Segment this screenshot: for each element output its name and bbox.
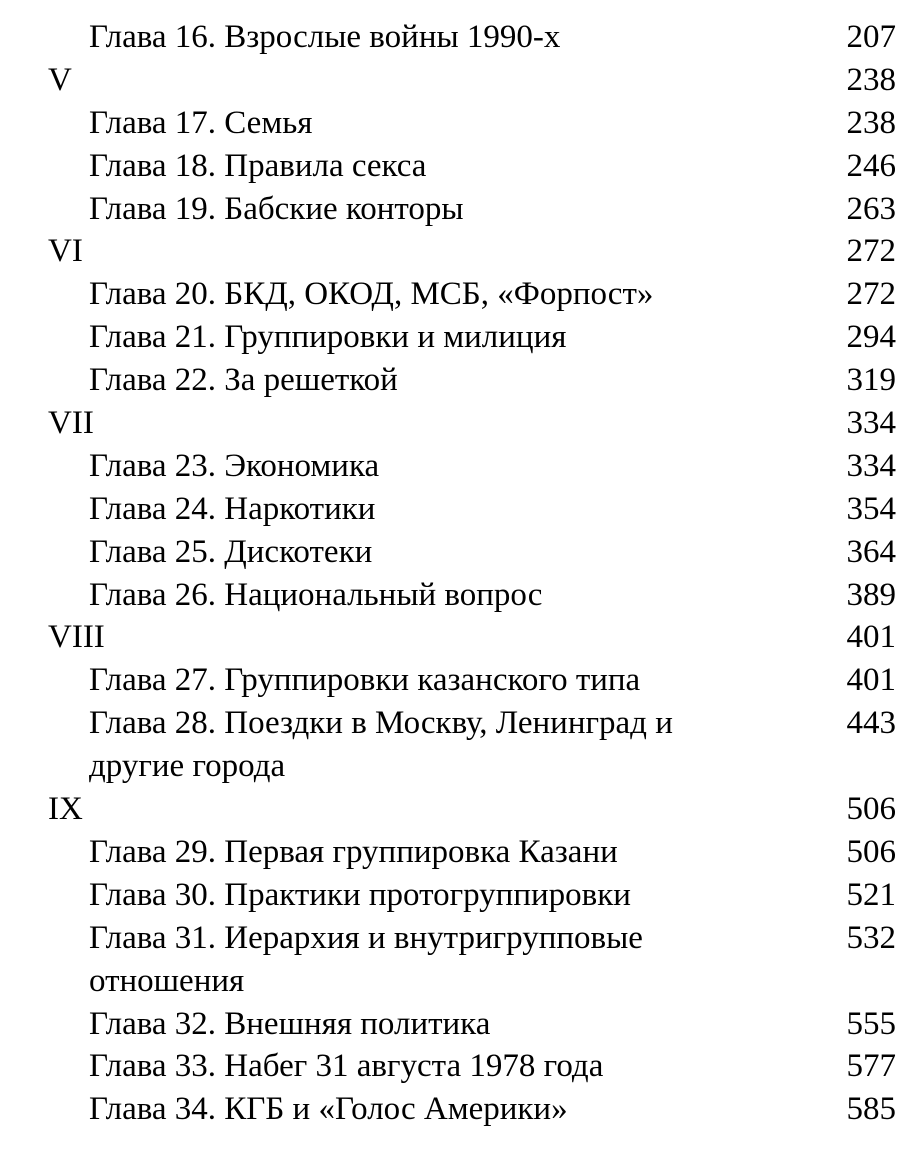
toc-page-number: 443 <box>846 705 896 742</box>
toc-title-line: Глава 17. Семья <box>89 104 313 141</box>
toc-page-number: 272 <box>846 233 896 270</box>
toc-page-number: 401 <box>846 662 896 699</box>
toc-chapter-row <box>0 16 906 59</box>
toc-chapter-row <box>0 1088 906 1131</box>
toc-page-number: 294 <box>846 319 896 356</box>
toc-page-number: 334 <box>846 447 896 484</box>
toc-chapter-row <box>0 831 906 874</box>
toc-title-line: отношения <box>89 962 245 999</box>
toc-page-number: 506 <box>846 833 896 870</box>
toc-chapter-title <box>89 145 426 188</box>
toc-title-line: Глава 29. Первая группировка Казани <box>89 833 618 870</box>
toc-part-title <box>48 402 94 445</box>
toc-chapter-row <box>0 702 906 788</box>
toc-page-number: 389 <box>846 576 896 613</box>
toc-part-row <box>0 59 906 102</box>
toc-title-line: Глава 21. Группировки и милиция <box>89 319 567 356</box>
toc-title-line: V <box>48 61 72 98</box>
toc-title-line: Глава 32. Внешняя политика <box>89 1005 491 1042</box>
toc-part-row <box>0 402 906 445</box>
toc-chapter-row <box>0 917 906 1003</box>
toc-page-number: 585 <box>846 1091 896 1128</box>
toc-page-number: 263 <box>846 190 896 227</box>
toc-chapter-row <box>0 445 906 488</box>
toc-page-number: 555 <box>846 1005 896 1042</box>
toc-chapter-title <box>89 1045 603 1088</box>
toc-title-line: Глава 33. Набег 31 августа 1978 года <box>89 1048 604 1085</box>
toc-chapter-row <box>0 102 906 145</box>
toc-page-number: 238 <box>846 104 896 141</box>
toc-chapter-title <box>89 316 566 359</box>
toc-chapter-row <box>0 188 906 231</box>
toc-part-title <box>48 788 83 831</box>
toc-chapter-row <box>0 1003 906 1046</box>
toc-chapter-row <box>0 273 906 316</box>
toc-page-number: 577 <box>846 1048 896 1085</box>
toc-title-line: Глава 34. КГБ и «Голос Америки» <box>89 1091 568 1128</box>
toc-title-line: другие города <box>89 748 286 785</box>
toc-part-row <box>0 230 906 273</box>
toc-part-title <box>48 616 105 659</box>
toc-chapter-row <box>0 574 906 617</box>
toc-chapter-title <box>89 917 643 1003</box>
toc-chapter-row <box>0 874 906 917</box>
toc-chapter-row <box>0 659 906 702</box>
toc-chapter-row <box>0 531 906 574</box>
toc-chapter-title <box>89 16 560 59</box>
toc-page-number: 334 <box>846 405 896 442</box>
toc-chapter-row <box>0 145 906 188</box>
toc-page-number: 521 <box>846 876 896 913</box>
toc-page-number: 506 <box>846 791 896 828</box>
toc-chapter-title <box>89 702 673 788</box>
toc-chapter-title <box>89 188 464 231</box>
toc-page-number: 272 <box>846 276 896 313</box>
toc-page-number: 246 <box>846 147 896 184</box>
toc-title-line: VII <box>48 405 94 442</box>
toc-chapter-title <box>89 359 398 402</box>
toc-page-number: 354 <box>846 490 896 527</box>
toc-title-line: Глава 23. Экономика <box>89 447 380 484</box>
toc-chapter-title <box>89 1003 490 1046</box>
toc-chapter-row <box>0 1045 906 1088</box>
toc-chapter-title <box>89 102 312 145</box>
toc-page-number: 207 <box>846 19 896 55</box>
toc-part-row <box>0 788 906 831</box>
toc-chapter-title <box>89 1088 568 1131</box>
toc-title-line: Глава 31. Иерархия и внутригрупповые <box>89 919 643 956</box>
toc-title-line: Глава 18. Правила секса <box>89 147 427 184</box>
toc-chapter-title <box>89 659 640 702</box>
toc-page-number: 238 <box>846 61 896 98</box>
toc-title-line: Глава 24. Наркотики <box>89 490 376 527</box>
toc-title-line: VI <box>48 233 83 270</box>
toc-title-line: Глава 25. Дискотеки <box>89 533 373 570</box>
toc-part-title <box>48 59 72 102</box>
toc-page-number: 364 <box>846 533 896 570</box>
toc-chapter-title <box>89 445 379 488</box>
toc-title-line: Глава 22. За решеткой <box>89 362 398 399</box>
toc-part-row <box>0 616 906 659</box>
toc-title-line: IX <box>48 791 83 828</box>
toc-title-line: Глава 16. Взрослые войны 1990-х <box>89 19 561 55</box>
toc-title-line: Глава 27. Группировки казанского типа <box>89 662 641 699</box>
toc-chapter-row <box>0 316 906 359</box>
toc-chapter-row <box>0 359 906 402</box>
toc-title-line: VIII <box>48 619 105 656</box>
toc-chapter-title <box>89 273 653 316</box>
toc-title-line: Глава 26. Национальный вопрос <box>89 576 543 613</box>
toc-title-line: Глава 28. Поездки в Москву, Ленинград и <box>89 705 673 742</box>
toc-page-number: 319 <box>846 362 896 399</box>
toc-part-title <box>48 230 83 273</box>
toc-chapter-row <box>0 488 906 531</box>
toc-chapter-title <box>89 574 542 617</box>
toc-title-line: Глава 30. Практики протогруппировки <box>89 876 631 913</box>
toc-title-line: Глава 20. БКД, ОКОД, МСБ, «Форпост» <box>89 276 654 313</box>
table-of-contents <box>0 16 906 1131</box>
toc-chapter-title <box>89 831 618 874</box>
toc-chapter-title <box>89 874 631 917</box>
toc-chapter-title <box>89 488 375 531</box>
toc-page-number: 401 <box>846 619 896 656</box>
toc-chapter-title <box>89 531 372 574</box>
toc-title-line: Глава 19. Бабские конторы <box>89 190 464 227</box>
toc-page-number: 532 <box>846 919 896 956</box>
